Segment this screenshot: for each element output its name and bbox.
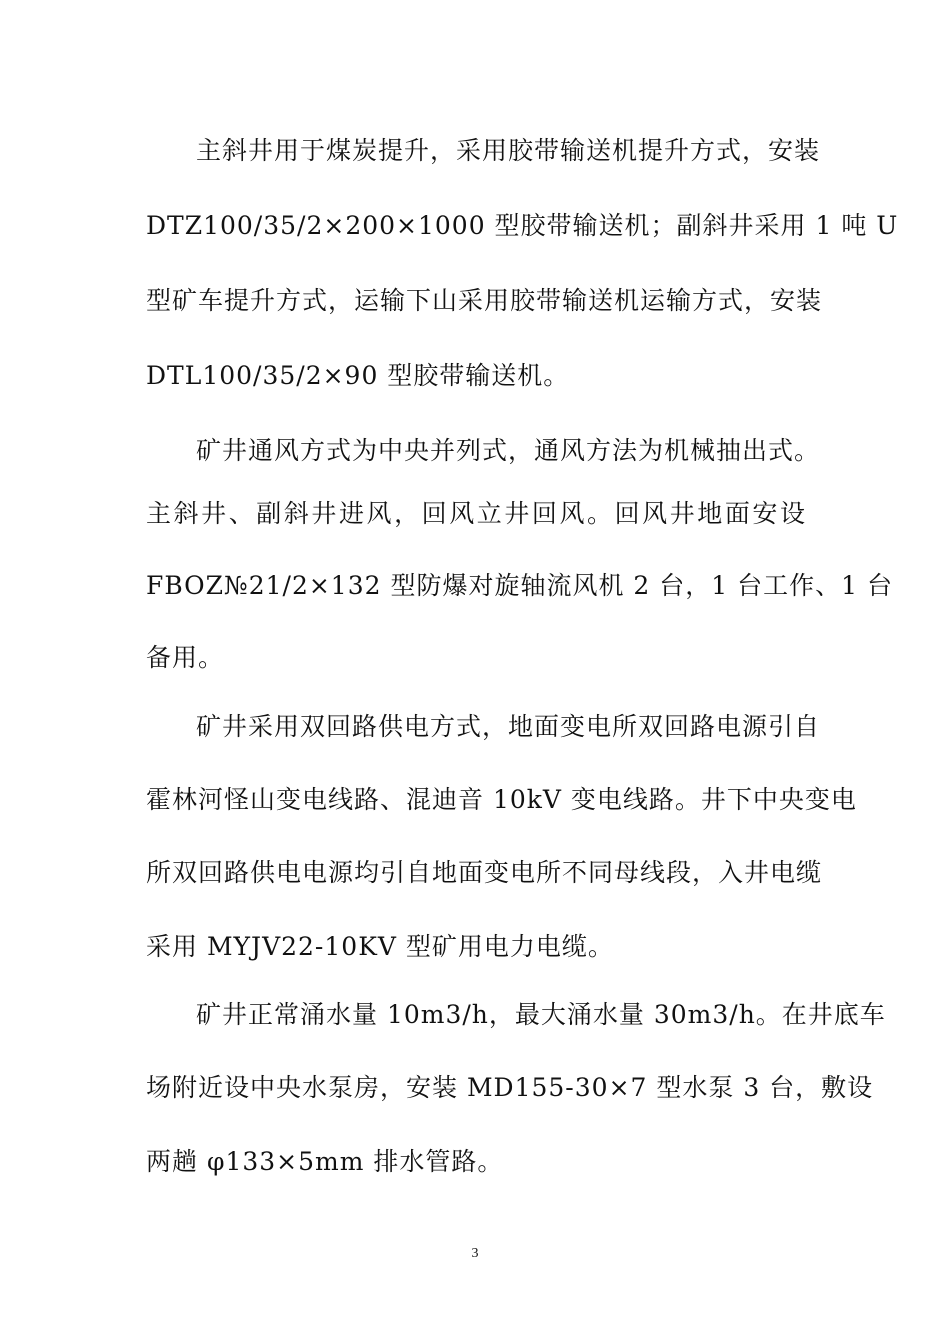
paragraph-3-line-3: 所双回路供电电源均引自地面变电所不同母线段，入井电缆 — [146, 858, 823, 887]
paragraph-2-line-2: 主斜井、副斜井进风，回风立井回风。回风井地面安设 — [146, 499, 806, 528]
paragraph-3-line-2: 霍林河怪山变电线路、混迪音 10kV 变电线路。井下中央变电 — [146, 785, 857, 814]
paragraph-4-line-2: 场附近设中央水泵房，安装 MD155-30×7 型水泵 3 台，敷设 — [146, 1073, 874, 1102]
paragraph-2-line-4: 备用。 — [146, 643, 225, 672]
paragraph-1-line-3: 型矿车提升方式，运输下山采用胶带输送机运输方式，安装 — [146, 286, 823, 315]
paragraph-4-line-3: 两趟 φ133×5mm 排水管路。 — [146, 1147, 504, 1176]
paragraph-2-line-3: FBOZ№21/2×132 型防爆对旋轴流风机 2 台，1 台工作、1 台 — [146, 571, 893, 600]
paragraph-1-line-2: DTZ100/35/2×200×1000 型胶带输送机；副斜井采用 1 吨 U — [146, 211, 899, 240]
paragraph-4-line-1: 矿井正常涌水量 10m3/h，最大涌水量 30m3/h。在井底车 — [196, 1000, 886, 1029]
paragraph-3-line-4: 采用 MYJV22-10KV 型矿用电力电缆。 — [146, 932, 614, 961]
paragraph-1-line-1: 主斜井用于煤炭提升，采用胶带输送机提升方式，安装 — [196, 136, 821, 165]
paragraph-3-line-1: 矿井采用双回路供电方式，地面变电所双回路电源引自 — [196, 712, 821, 741]
paragraph-1-line-4: DTL100/35/2×90 型胶带输送机。 — [146, 361, 570, 390]
paragraph-2-line-1: 矿井通风方式为中央并列式，通风方法为机械抽出式。 — [196, 436, 821, 465]
page-number: 3 — [471, 1246, 479, 1261]
